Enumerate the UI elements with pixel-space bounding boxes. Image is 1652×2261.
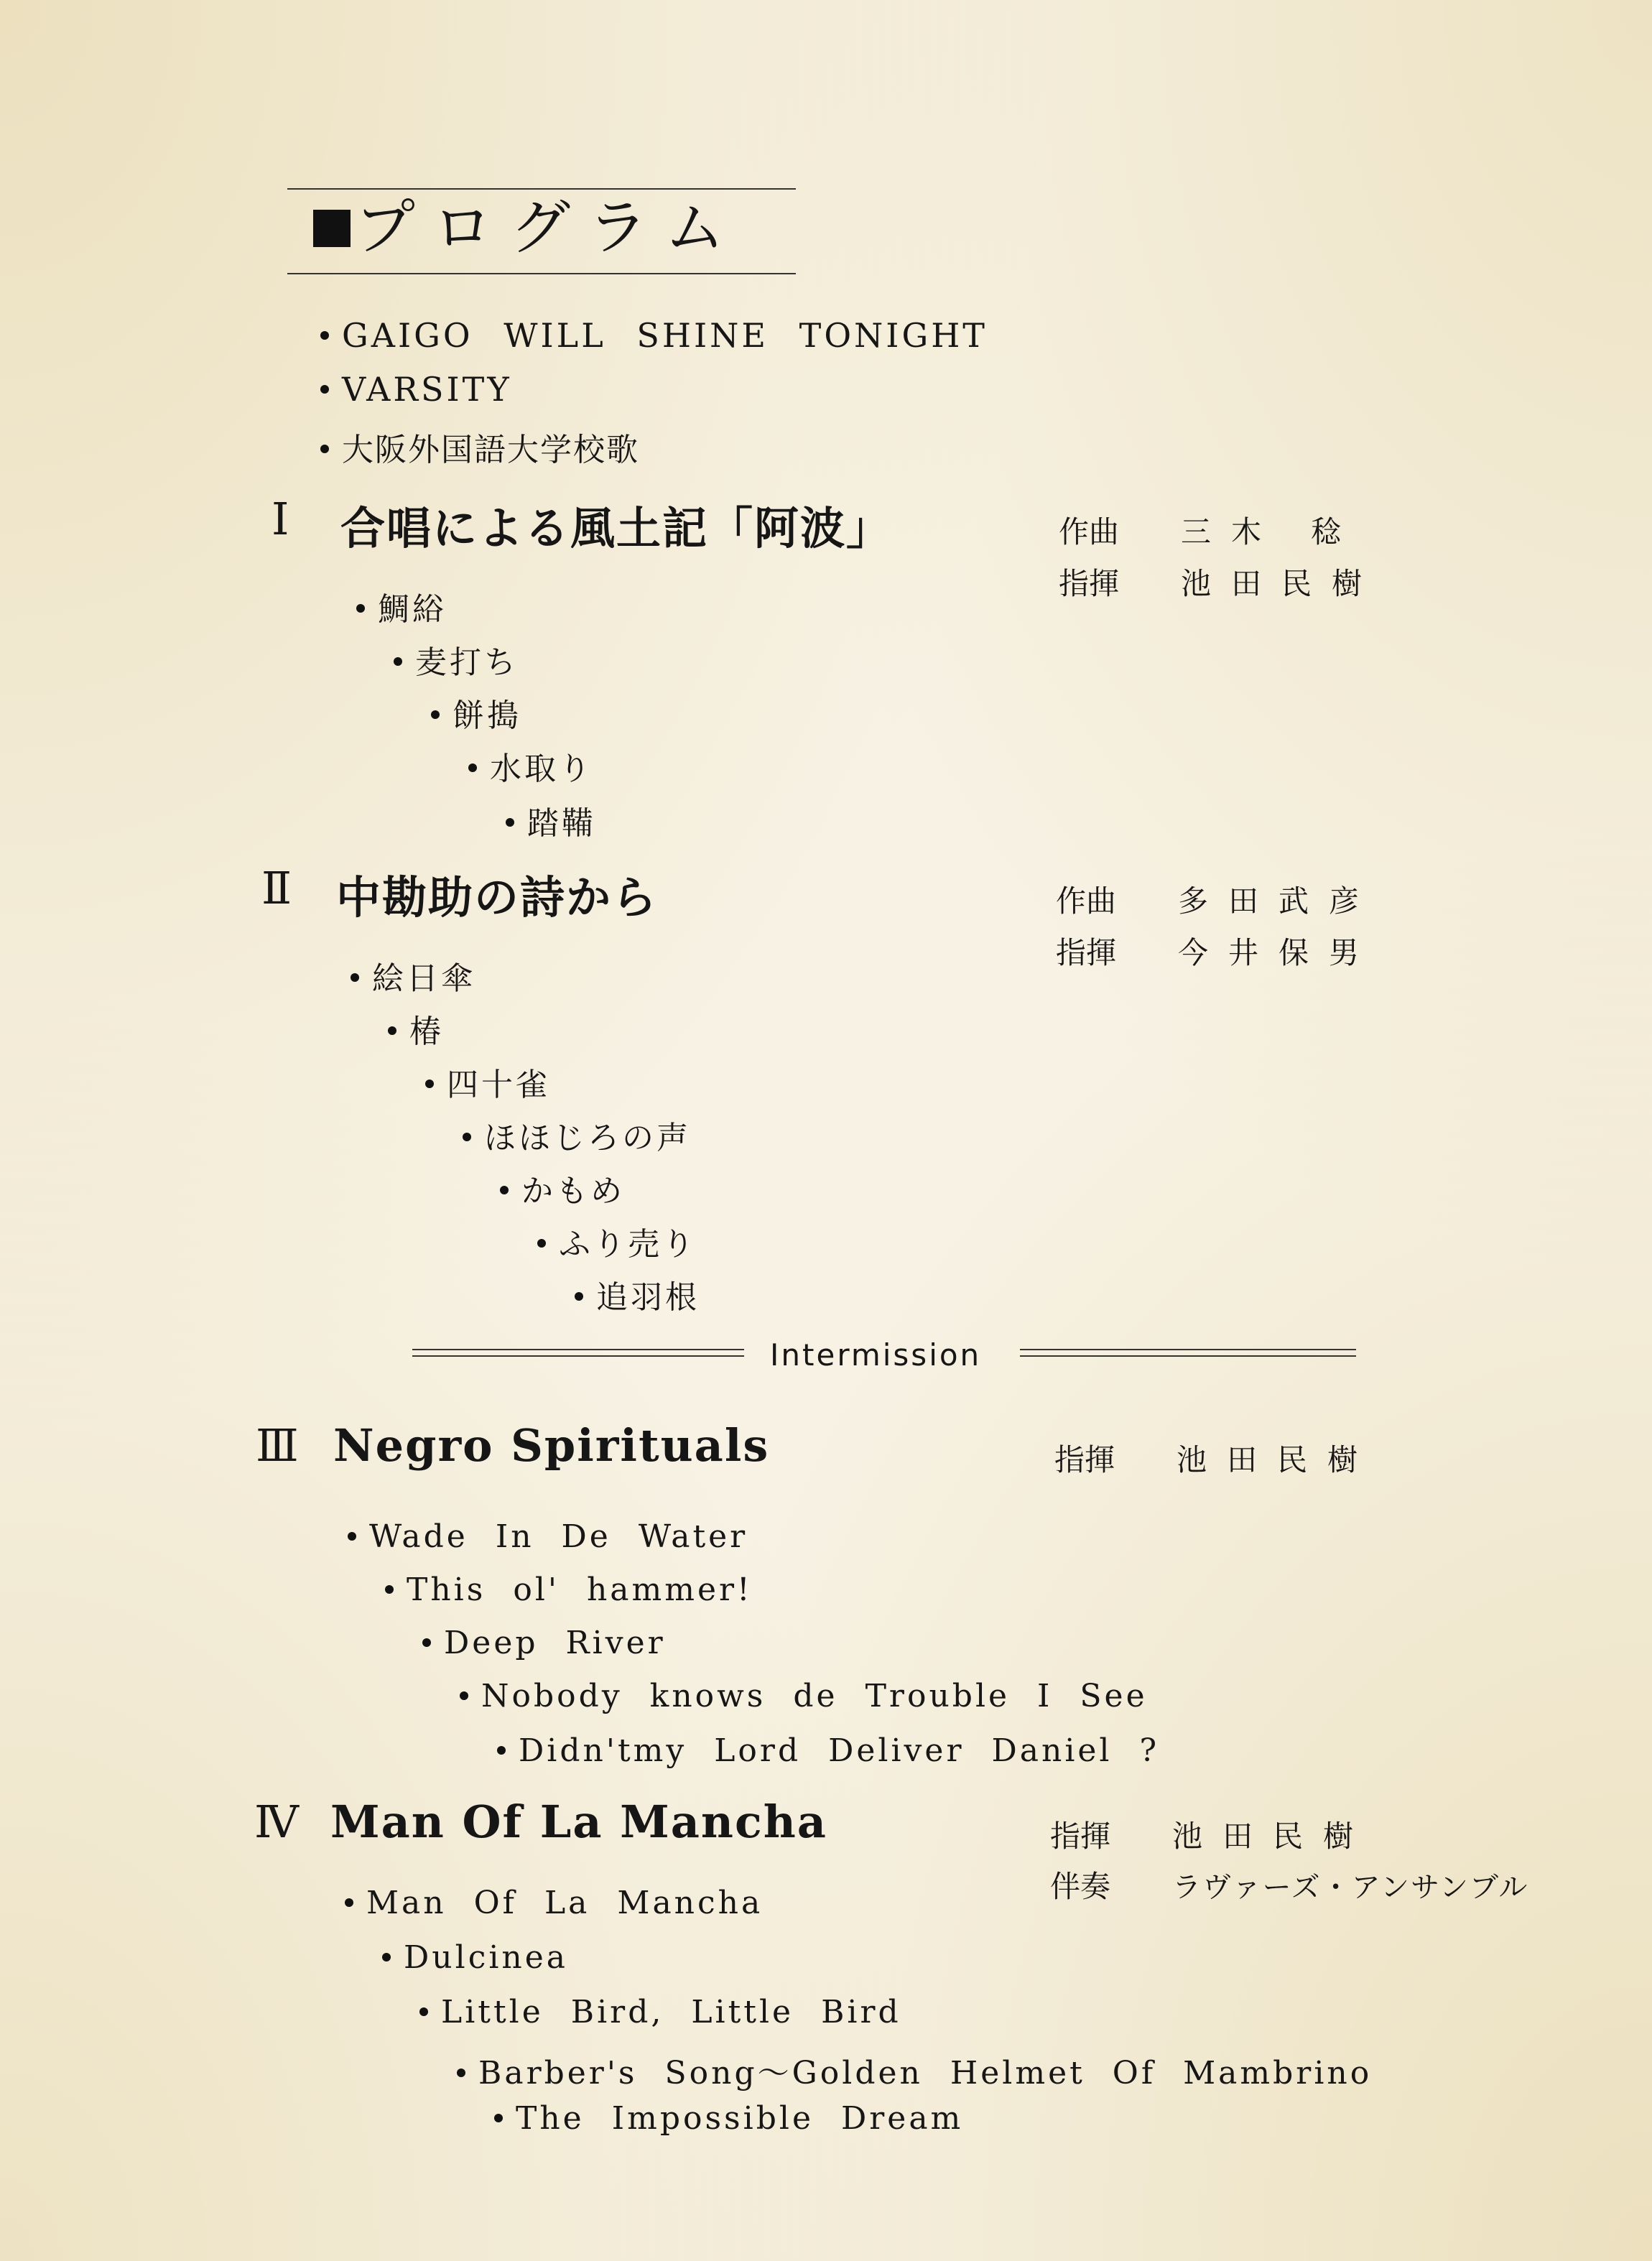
program-item: 麦打ち <box>394 636 519 682</box>
program-item: かもめ <box>500 1165 625 1211</box>
intermission-rule-left <box>412 1349 744 1357</box>
credit-line: 指揮 池田民樹 <box>1050 1819 1374 1854</box>
bullet-icon <box>356 604 365 613</box>
bullet-icon <box>468 763 477 772</box>
bullet-icon <box>320 445 329 453</box>
program-item: Dulcinea <box>382 1939 568 1976</box>
section-number: Ⅳ <box>254 1796 294 1848</box>
page-title: プログラム <box>355 192 743 263</box>
program-item: Man Of La Mancha <box>345 1885 763 1921</box>
program-item: 椿 <box>388 1006 444 1051</box>
program-item: ふり売り <box>537 1218 697 1264</box>
square-bullet-icon <box>313 210 351 247</box>
bullet-icon <box>425 1080 434 1088</box>
program-item: 鯛綌 <box>356 583 447 629</box>
program-item: Little Bird, Little Bird <box>419 1994 901 2030</box>
section-title: Negro Spirituals <box>333 1419 770 1472</box>
bullet-icon <box>460 1691 468 1700</box>
bullet-icon <box>457 2069 465 2077</box>
bullet-icon <box>431 710 440 719</box>
program-item: The Impossible Dream <box>494 2100 963 2137</box>
program-item: Wade In De Water <box>348 1518 748 1555</box>
title-rule-bottom <box>287 273 796 274</box>
bullet-icon <box>575 1292 583 1301</box>
bullet-icon <box>320 331 329 340</box>
bullet-icon <box>494 2114 503 2122</box>
program-item: Barber's Song～Golden Helmet Of Mambrino <box>457 2047 1372 2093</box>
bullet-icon <box>537 1239 546 1248</box>
credit-line: 作曲 三木 稔 <box>1059 514 1362 549</box>
bullet-icon <box>351 973 359 982</box>
page-title-block <box>313 188 742 267</box>
section-number: Ⅲ <box>256 1419 294 1472</box>
credit-line: 作曲 多田武彦 <box>1056 883 1380 919</box>
bullet-icon <box>419 2007 428 2016</box>
program-item: 四十雀 <box>425 1059 550 1105</box>
program-item: Didn'tmy Lord Deliver Daniel ? <box>497 1732 1159 1769</box>
bullet-icon <box>385 1585 394 1594</box>
program-item: ほほじろの声 <box>463 1112 691 1158</box>
bullet-icon <box>463 1133 471 1141</box>
section-title: 合唱による風土記「阿波」 <box>340 502 893 554</box>
credit-line: 指揮 池田民樹 <box>1059 566 1383 601</box>
program-item: This ol' hammer! <box>385 1571 753 1608</box>
bullet-icon <box>506 818 514 827</box>
section-number: Ⅰ <box>272 493 285 545</box>
section-title: Man Of La Mancha <box>330 1796 827 1848</box>
intermission-label: Intermission <box>770 1337 982 1373</box>
program-item: 水取り <box>468 743 593 789</box>
program-item: Nobody knows de Trouble I See <box>460 1678 1148 1714</box>
bullet-icon <box>422 1638 431 1647</box>
bullet-icon <box>388 1026 396 1035</box>
bullet-icon <box>348 1532 356 1541</box>
bullet-icon <box>382 1953 391 1961</box>
opening-song: VARSITY <box>320 370 512 409</box>
credit-line: 伴奏 ラヴァーズ・アンサンブル <box>1050 1869 1529 1904</box>
section-number: Ⅱ <box>261 862 288 914</box>
bullet-icon <box>394 657 402 666</box>
opening-song: 大阪外国語大学校歌 <box>320 424 639 470</box>
credit-line: 指揮 池田民樹 <box>1054 1442 1378 1477</box>
opening-song: GAIGO WILL SHINE TONIGHT <box>320 316 988 355</box>
program-item: Deep River <box>422 1625 666 1661</box>
program-item: 餅搗 <box>431 690 521 735</box>
credit-line: 指揮 今井保男 <box>1056 935 1380 970</box>
bullet-icon <box>500 1186 509 1194</box>
bullet-icon <box>497 1746 506 1755</box>
program-item: 追羽根 <box>575 1271 700 1317</box>
section-title: 中勘助の詩から <box>336 871 659 924</box>
program-item: 踏鞴 <box>506 797 596 843</box>
intermission-rule-right <box>1020 1349 1356 1357</box>
bullet-icon <box>345 1898 353 1907</box>
program-item: 絵日傘 <box>351 952 475 998</box>
bullet-icon <box>320 385 329 394</box>
